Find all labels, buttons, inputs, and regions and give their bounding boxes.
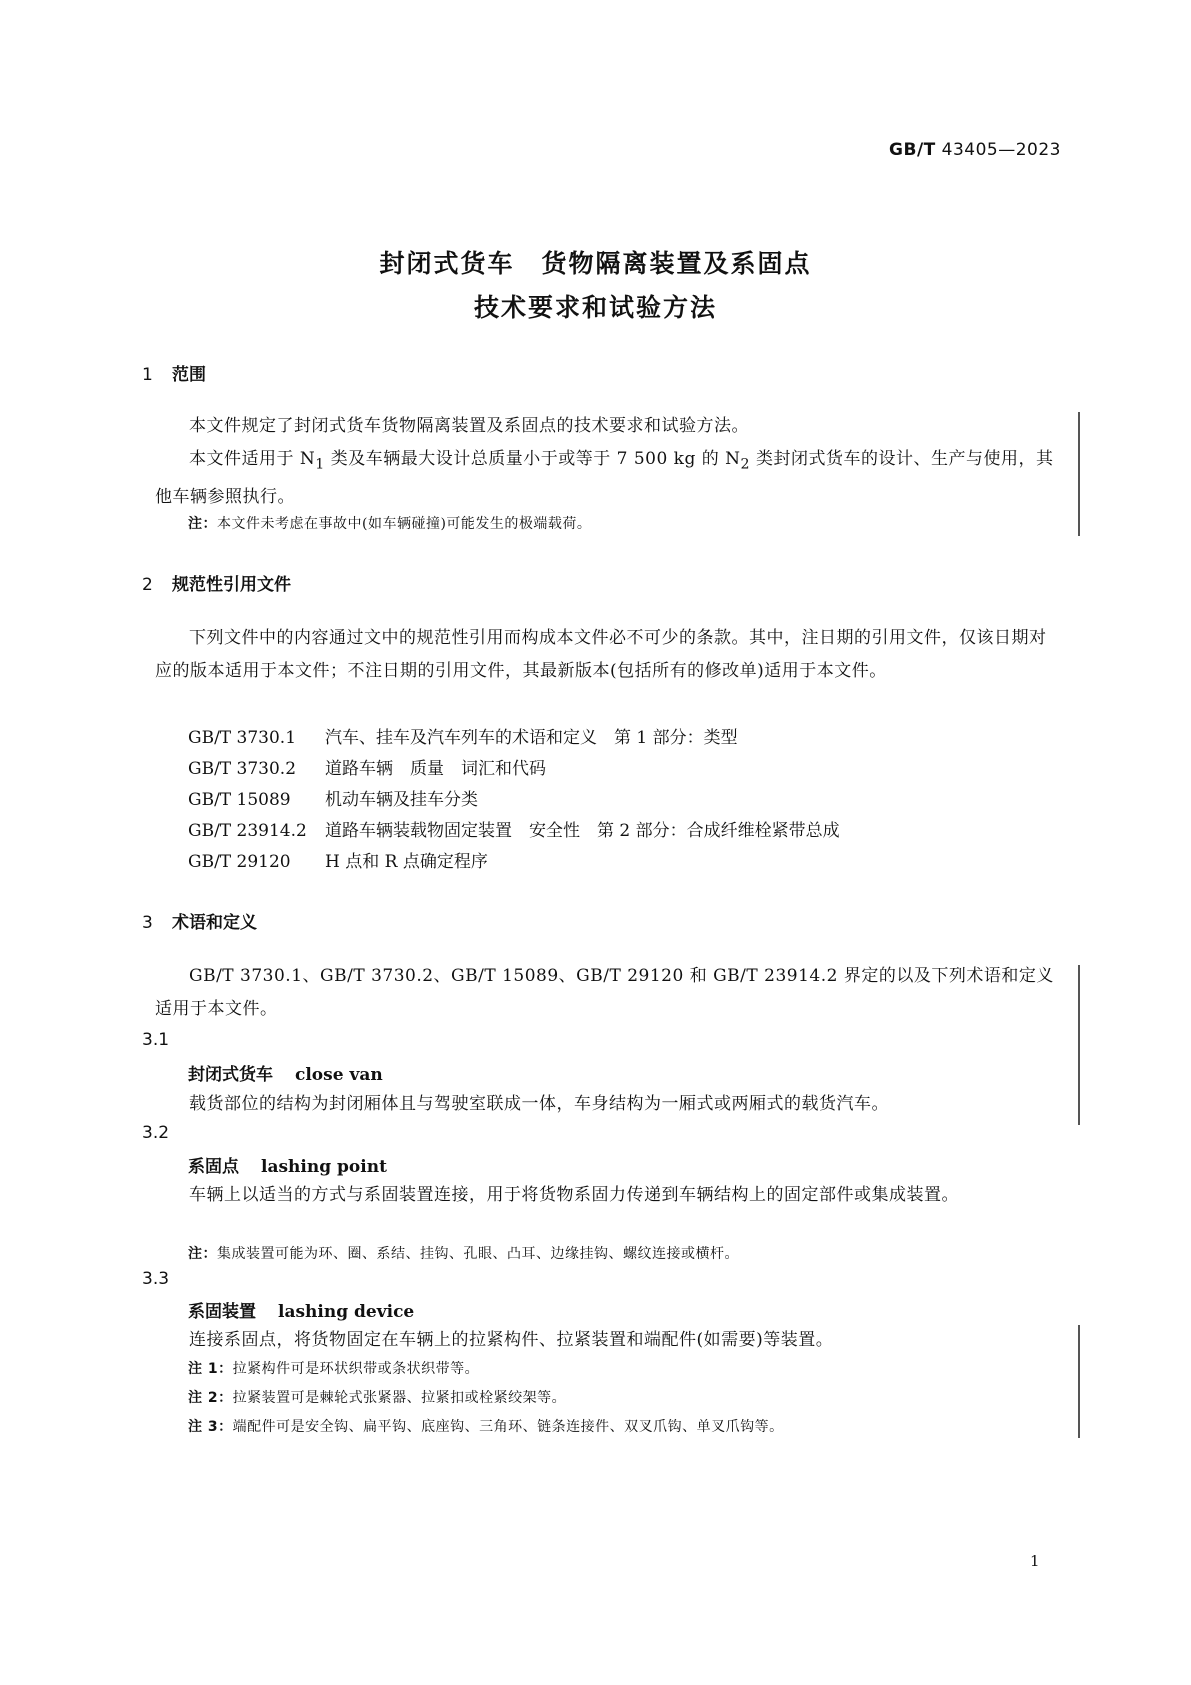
term-note [188,1243,739,1263]
section-3-heading [142,908,257,933]
reference-title: 汽车、挂车及汽车列车的术语和定义 第 1 部分：类型 [325,728,738,748]
category-subscript-1: 1 [315,456,325,473]
term-zh: 封闭式货车 [188,1065,273,1085]
note-text: 拉紧装置可是棘轮式张紧器、拉紧扣或栓紧绞架等。 [232,1390,567,1406]
section-1-heading [142,360,206,385]
section-number: 1 [142,365,153,385]
standard-prefix: GB/T [889,140,936,160]
term-heading [188,1060,383,1085]
reference-title: 机动车辆及挂车分类 [325,790,478,810]
reference-code: GB/T 15089 [188,790,291,810]
reference-item [188,754,546,779]
change-bar [1078,412,1080,536]
note-text: 本文件未考虑在事故中(如车辆碰撞)可能发生的极端载荷。 [217,516,592,532]
term-en: lashing device [278,1302,415,1322]
note-label: 注 1： [188,1361,233,1377]
reference-title: H 点和 R 点确定程序 [325,852,488,872]
scope-note [188,513,591,533]
term-en: lashing point [261,1157,387,1177]
section-number: 2 [142,575,153,595]
note-label: 注： [188,516,217,532]
term-definition: 车辆上以适当的方式与系固装置连接，用于将货物系固力传递到车辆结构上的固定部件或集成装置。 [189,1185,959,1205]
term-zh: 系固点 [188,1157,239,1177]
term-number: 3.1 [142,1030,170,1050]
standard-number: 43405—2023 [941,140,1061,160]
term-zh: 系固装置 [188,1302,256,1322]
term-definition: 载货部位的结构为封闭厢体且与驾驶室联成一体，车身结构为一厢式或两厢式的载货汽车。 [189,1094,889,1114]
scope-text-c: 类封闭式货车的设计、生产与使用，其他车辆参照执行。 [155,449,1054,508]
note-label: 注 2： [188,1390,233,1406]
category-subscript-2: 2 [740,456,751,473]
reference-item [188,785,478,810]
reference-item [188,847,488,872]
note-text: 端配件可是安全钩、扁平钩、底座钩、三角环、链条连接件、双叉爪钩、单叉爪钩等。 [232,1419,784,1435]
note-text: 拉紧构件可是环状织带或条状织带等。 [232,1361,480,1377]
change-bar [1078,1325,1080,1438]
page-number: 1 [1030,1552,1040,1570]
scope-paragraph-2 [155,443,1060,514]
term-heading [188,1297,414,1322]
scope-paragraph-1: 本文件规定了封闭式货车货物隔离装置及系固点的技术要求和试验方法。 [189,416,749,436]
scope-text-a: 本文件适用于 N [189,449,316,469]
note-text: 集成装置可能为环、圈、系结、挂钩、孔眼、凸耳、边缘挂钩、螺纹连接或横杆。 [217,1246,739,1262]
reference-code: GB/T 23914.2 [188,821,307,841]
note-label: 注 3： [188,1419,233,1435]
section-2-heading [142,570,291,595]
reference-code: GB/T 29120 [188,852,291,872]
section-title: 术语和定义 [172,913,257,933]
term-heading [188,1152,387,1177]
term-number: 3.2 [142,1123,170,1143]
term-note [188,1416,784,1436]
section-number: 3 [142,913,153,933]
section-title: 规范性引用文件 [172,575,291,595]
reference-item [188,723,738,748]
change-bar [1078,965,1080,1125]
terms-intro: GB/T 3730.1、GB/T 3730.2、GB/T 15089、GB/T 29120 和 GB/T 23914.2 界定的以及下列术语和定义适用于本文件。 [155,966,1054,1019]
reference-code: GB/T 3730.2 [188,759,297,779]
term-note [188,1358,479,1378]
term-definition: 连接系固点，将货物固定在车辆上的拉紧构件、拉紧装置和端配件(如需要)等装置。 [189,1330,834,1350]
standard-code [889,140,1061,160]
term-en: close van [295,1065,383,1085]
references-intro: 下列文件中的内容通过文中的规范性引用而构成本文件必不可少的条款。其中，注日期的引用文件，仅该日期对应的版本适用于本文件；不注日期的引用文件，其最新版本(包括所有的修改单)适用于本文件。 [155,628,1047,681]
section-title: 范围 [172,365,206,385]
term-note [188,1387,566,1407]
scope-text-b: 类及车辆最大设计总质量小于或等于 7 500 kg 的 N [324,449,741,469]
term-number: 3.3 [142,1269,170,1289]
reference-title: 道路车辆 质量 词汇和代码 [325,759,546,779]
note-label: 注： [188,1246,217,1262]
document-title-line-1: 封闭式货车 货物隔离装置及系固点 [379,249,812,278]
reference-item [188,816,840,841]
reference-code: GB/T 3730.1 [188,728,297,748]
document-title-line-2: 技术要求和试验方法 [473,293,717,322]
reference-title: 道路车辆装载物固定装置 安全性 第 2 部分：合成纤维栓紧带总成 [325,821,840,841]
